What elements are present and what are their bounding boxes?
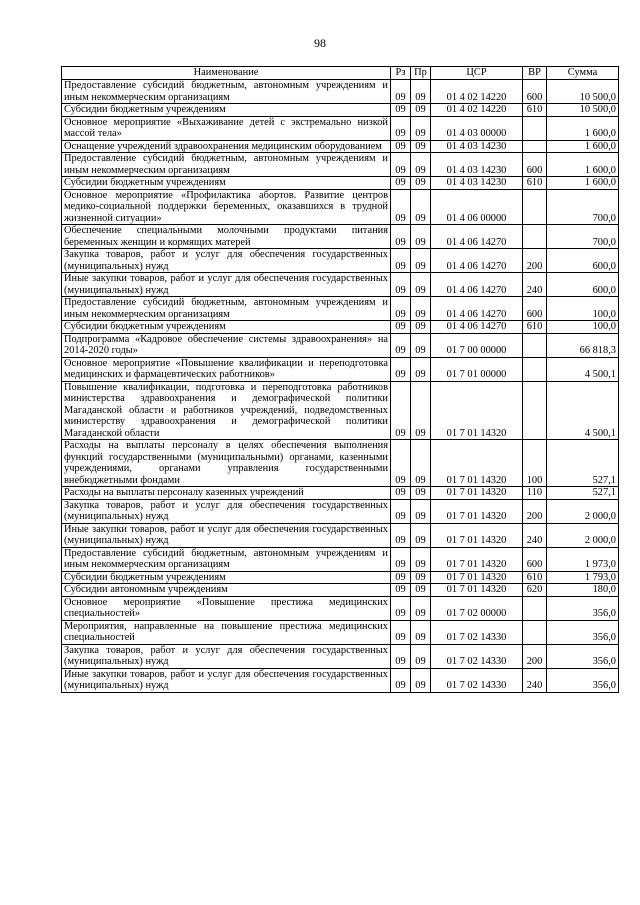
cell-pr: 09: [411, 189, 431, 225]
cell-vr: [523, 116, 547, 140]
table-row: [62, 523, 619, 547]
cell-csr: 01 4 06 14270: [431, 249, 523, 273]
cell-sum: 1 793,0: [547, 571, 619, 584]
cell-vr: 200: [523, 249, 547, 273]
cell-name: Обеспечение специальными молочными продуктами питания беременных женщин и кормящих матерей: [62, 225, 391, 249]
cell-name: Субсидии бюджетным учреждениям: [62, 571, 391, 584]
cell-rz: 09: [391, 140, 411, 153]
cell-name: Повышение квалификации, подготовка и переподготовка работников министерства здравоохранения и демографической политики Магаданской области и работников учреждений, подведомственных министерству здравоохранения и демографической политики Магаданской области: [62, 381, 391, 440]
cell-vr: 600: [523, 80, 547, 104]
cell-pr: 09: [411, 333, 431, 357]
table-row: [62, 297, 619, 321]
cell-vr: [523, 620, 547, 644]
cell-rz: 09: [391, 381, 411, 440]
cell-rz: 09: [391, 249, 411, 273]
cell-vr: 600: [523, 297, 547, 321]
table-row: [62, 140, 619, 153]
page-number: 98: [314, 36, 326, 50]
cell-csr: 01 7 01 14320: [431, 523, 523, 547]
cell-pr: 09: [411, 273, 431, 297]
cell-pr: 09: [411, 104, 431, 117]
cell-sum: 356,0: [547, 668, 619, 692]
cell-pr: 09: [411, 644, 431, 668]
cell-csr: 01 4 02 14220: [431, 104, 523, 117]
cell-vr: 200: [523, 499, 547, 523]
cell-vr: [523, 189, 547, 225]
table-row: [62, 668, 619, 692]
cell-vr: 600: [523, 153, 547, 177]
cell-name: Расходы на выплаты персоналу казенных учреждений: [62, 487, 391, 500]
cell-vr: 610: [523, 104, 547, 117]
cell-name: Предоставление субсидий бюджетным, автономным учреждениям и иным некоммерческим организациям: [62, 153, 391, 177]
cell-csr: 01 7 01 00000: [431, 357, 523, 381]
table-row: [62, 189, 619, 225]
cell-name: Закупка товаров, работ и услуг для обеспечения государственных (муниципальных) нужд: [62, 499, 391, 523]
cell-pr: 09: [411, 440, 431, 487]
cell-pr: 09: [411, 523, 431, 547]
cell-sum: 527,1: [547, 440, 619, 487]
table-row: [62, 249, 619, 273]
cell-name: Субсидии бюджетным учреждениям: [62, 321, 391, 334]
cell-csr: 01 4 03 14230: [431, 140, 523, 153]
cell-pr: 09: [411, 547, 431, 571]
cell-pr: 09: [411, 321, 431, 334]
cell-sum: 700,0: [547, 189, 619, 225]
cell-sum: 356,0: [547, 620, 619, 644]
cell-rz: 09: [391, 321, 411, 334]
cell-csr: 01 4 03 00000: [431, 116, 523, 140]
cell-rz: 09: [391, 177, 411, 190]
cell-rz: 09: [391, 116, 411, 140]
cell-csr: 01 7 02 00000: [431, 596, 523, 620]
cell-vr: 610: [523, 571, 547, 584]
cell-name: Субсидии бюджетным учреждениям: [62, 177, 391, 190]
cell-rz: 09: [391, 357, 411, 381]
cell-rz: 09: [391, 80, 411, 104]
cell-sum: 1 600,0: [547, 177, 619, 190]
cell-sum: 600,0: [547, 249, 619, 273]
cell-pr: 09: [411, 249, 431, 273]
table-row: [62, 273, 619, 297]
cell-sum: 1 600,0: [547, 140, 619, 153]
cell-name: Субсидии бюджетным учреждениям: [62, 104, 391, 117]
cell-sum: 356,0: [547, 596, 619, 620]
table-row: [62, 357, 619, 381]
header-name: Наименование: [62, 67, 391, 80]
cell-pr: 09: [411, 596, 431, 620]
cell-pr: 09: [411, 80, 431, 104]
cell-name: Закупка товаров, работ и услуг для обеспечения государственных (муниципальных) нужд: [62, 644, 391, 668]
cell-pr: 09: [411, 487, 431, 500]
cell-vr: [523, 333, 547, 357]
table-row: [62, 116, 619, 140]
table-row: [62, 644, 619, 668]
cell-name: Предоставление субсидий бюджетным, автономным учреждениям и иным некоммерческим организациям: [62, 80, 391, 104]
cell-csr: 01 7 00 00000: [431, 333, 523, 357]
table-row: [62, 333, 619, 357]
cell-rz: 09: [391, 273, 411, 297]
header-rz: Рз: [391, 67, 411, 80]
table-row: [62, 487, 619, 500]
cell-csr: 01 7 01 14320: [431, 584, 523, 597]
cell-sum: 1 973,0: [547, 547, 619, 571]
cell-vr: 610: [523, 321, 547, 334]
cell-sum: 2 000,0: [547, 523, 619, 547]
cell-rz: 09: [391, 620, 411, 644]
cell-rz: 09: [391, 153, 411, 177]
cell-vr: 110: [523, 487, 547, 500]
cell-sum: 66 818,3: [547, 333, 619, 357]
cell-vr: 620: [523, 584, 547, 597]
table-row: [62, 547, 619, 571]
cell-csr: 01 4 06 00000: [431, 189, 523, 225]
cell-vr: [523, 381, 547, 440]
cell-sum: 100,0: [547, 321, 619, 334]
cell-sum: 2 000,0: [547, 499, 619, 523]
cell-sum: 527,1: [547, 487, 619, 500]
cell-csr: 01 7 01 14320: [431, 499, 523, 523]
table-row: [62, 104, 619, 117]
cell-sum: 100,0: [547, 297, 619, 321]
cell-pr: 09: [411, 357, 431, 381]
cell-sum: 10 500,0: [547, 104, 619, 117]
cell-name: Основное мероприятие «Профилактика абортов. Развитие центров медико-социальной поддержки беременных, оказавшихся в трудной жизненной ситуации»: [62, 189, 391, 225]
cell-name: Мероприятия, направленные на повышение престижа медицинских специальностей: [62, 620, 391, 644]
cell-vr: [523, 225, 547, 249]
cell-csr: 01 7 02 14330: [431, 620, 523, 644]
cell-name: Субсидии автономным учреждениям: [62, 584, 391, 597]
cell-sum: 700,0: [547, 225, 619, 249]
cell-sum: 4 500,1: [547, 357, 619, 381]
table-row: [62, 571, 619, 584]
cell-name: Иные закупки товаров, работ и услуг для обеспечения государственных (муниципальных) нужд: [62, 668, 391, 692]
cell-rz: 09: [391, 584, 411, 597]
cell-rz: 09: [391, 189, 411, 225]
header-sum: Сумма: [547, 67, 619, 80]
cell-rz: 09: [391, 297, 411, 321]
cell-csr: 01 7 01 14320: [431, 547, 523, 571]
cell-vr: 240: [523, 668, 547, 692]
cell-csr: 01 7 01 14320: [431, 571, 523, 584]
cell-sum: 356,0: [547, 644, 619, 668]
cell-csr: 01 4 06 14270: [431, 225, 523, 249]
cell-sum: 4 500,1: [547, 381, 619, 440]
cell-vr: [523, 140, 547, 153]
cell-pr: 09: [411, 499, 431, 523]
table-row: [62, 499, 619, 523]
cell-vr: 240: [523, 523, 547, 547]
cell-vr: 200: [523, 644, 547, 668]
cell-pr: 09: [411, 620, 431, 644]
table-row: [62, 620, 619, 644]
cell-name: Предоставление субсидий бюджетным, автономным учреждениям и иным некоммерческим организациям: [62, 297, 391, 321]
cell-rz: 09: [391, 487, 411, 500]
cell-vr: 610: [523, 177, 547, 190]
cell-vr: 100: [523, 440, 547, 487]
table-row: [62, 321, 619, 334]
cell-pr: 09: [411, 177, 431, 190]
table-row: [62, 584, 619, 597]
table-row: [62, 596, 619, 620]
cell-sum: 1 600,0: [547, 116, 619, 140]
cell-pr: 09: [411, 584, 431, 597]
cell-pr: 09: [411, 140, 431, 153]
cell-name: Основное мероприятие «Повышение престижа медицинских специальностей»: [62, 596, 391, 620]
cell-vr: 240: [523, 273, 547, 297]
cell-csr: 01 4 03 14230: [431, 177, 523, 190]
table-row: [62, 153, 619, 177]
budget-table: [61, 66, 619, 693]
cell-name: Иные закупки товаров, работ и услуг для обеспечения государственных (муниципальных) нужд: [62, 523, 391, 547]
cell-sum: 10 500,0: [547, 80, 619, 104]
cell-pr: 09: [411, 668, 431, 692]
cell-csr: 01 4 03 14230: [431, 153, 523, 177]
cell-pr: 09: [411, 116, 431, 140]
cell-rz: 09: [391, 596, 411, 620]
table-row: [62, 80, 619, 104]
cell-rz: 09: [391, 440, 411, 487]
cell-vr: [523, 357, 547, 381]
cell-csr: 01 7 02 14330: [431, 668, 523, 692]
cell-csr: 01 4 06 14270: [431, 297, 523, 321]
cell-sum: 1 600,0: [547, 153, 619, 177]
cell-pr: 09: [411, 225, 431, 249]
table-body: [62, 80, 619, 693]
table-row: [62, 381, 619, 440]
cell-name: Основное мероприятие «Повышение квалификации и переподготовка медицинских и фармацевтических работников»: [62, 357, 391, 381]
cell-rz: 09: [391, 104, 411, 117]
cell-csr: 01 7 02 14330: [431, 644, 523, 668]
cell-rz: 09: [391, 499, 411, 523]
cell-pr: 09: [411, 571, 431, 584]
cell-rz: 09: [391, 523, 411, 547]
cell-rz: 09: [391, 547, 411, 571]
cell-name: Подпрограмма «Кадровое обеспечение системы здравоохранения» на 2014-2020 годы»: [62, 333, 391, 357]
cell-name: Расходы на выплаты персоналу в целях обеспечения выполнения функций государственными (муниципальными) органами, казенными учреждениями, органами управления государственными внебюджетными фондами: [62, 440, 391, 487]
table-header-row: [62, 67, 619, 80]
cell-csr: 01 7 01 14320: [431, 440, 523, 487]
cell-csr: 01 7 01 14320: [431, 381, 523, 440]
cell-name: Предоставление субсидий бюджетным, автономным учреждениям и иным некоммерческим организациям: [62, 547, 391, 571]
header-csr: ЦСР: [431, 67, 523, 80]
cell-rz: 09: [391, 644, 411, 668]
cell-pr: 09: [411, 381, 431, 440]
cell-csr: 01 4 06 14270: [431, 321, 523, 334]
cell-pr: 09: [411, 297, 431, 321]
cell-sum: 180,0: [547, 584, 619, 597]
cell-name: Основное мероприятие «Выхаживание детей с экстремально низкой массой тела»: [62, 116, 391, 140]
cell-rz: 09: [391, 333, 411, 357]
header-pr: Пр: [411, 67, 431, 80]
header-vr: ВР: [523, 67, 547, 80]
cell-rz: 09: [391, 225, 411, 249]
cell-vr: [523, 596, 547, 620]
cell-name: Закупка товаров, работ и услуг для обеспечения государственных (муниципальных) нужд: [62, 249, 391, 273]
cell-name: Иные закупки товаров, работ и услуг для обеспечения государственных (муниципальных) нужд: [62, 273, 391, 297]
table-row: [62, 177, 619, 190]
table-row: [62, 225, 619, 249]
cell-pr: 09: [411, 153, 431, 177]
cell-rz: 09: [391, 668, 411, 692]
cell-sum: 600,0: [547, 273, 619, 297]
cell-csr: 01 4 02 14220: [431, 80, 523, 104]
cell-vr: 600: [523, 547, 547, 571]
cell-rz: 09: [391, 571, 411, 584]
cell-csr: 01 4 06 14270: [431, 273, 523, 297]
table-row: [62, 440, 619, 487]
cell-name: Оснащение учреждений здравоохранения медицинским оборудованием: [62, 140, 391, 153]
cell-csr: 01 7 01 14320: [431, 487, 523, 500]
